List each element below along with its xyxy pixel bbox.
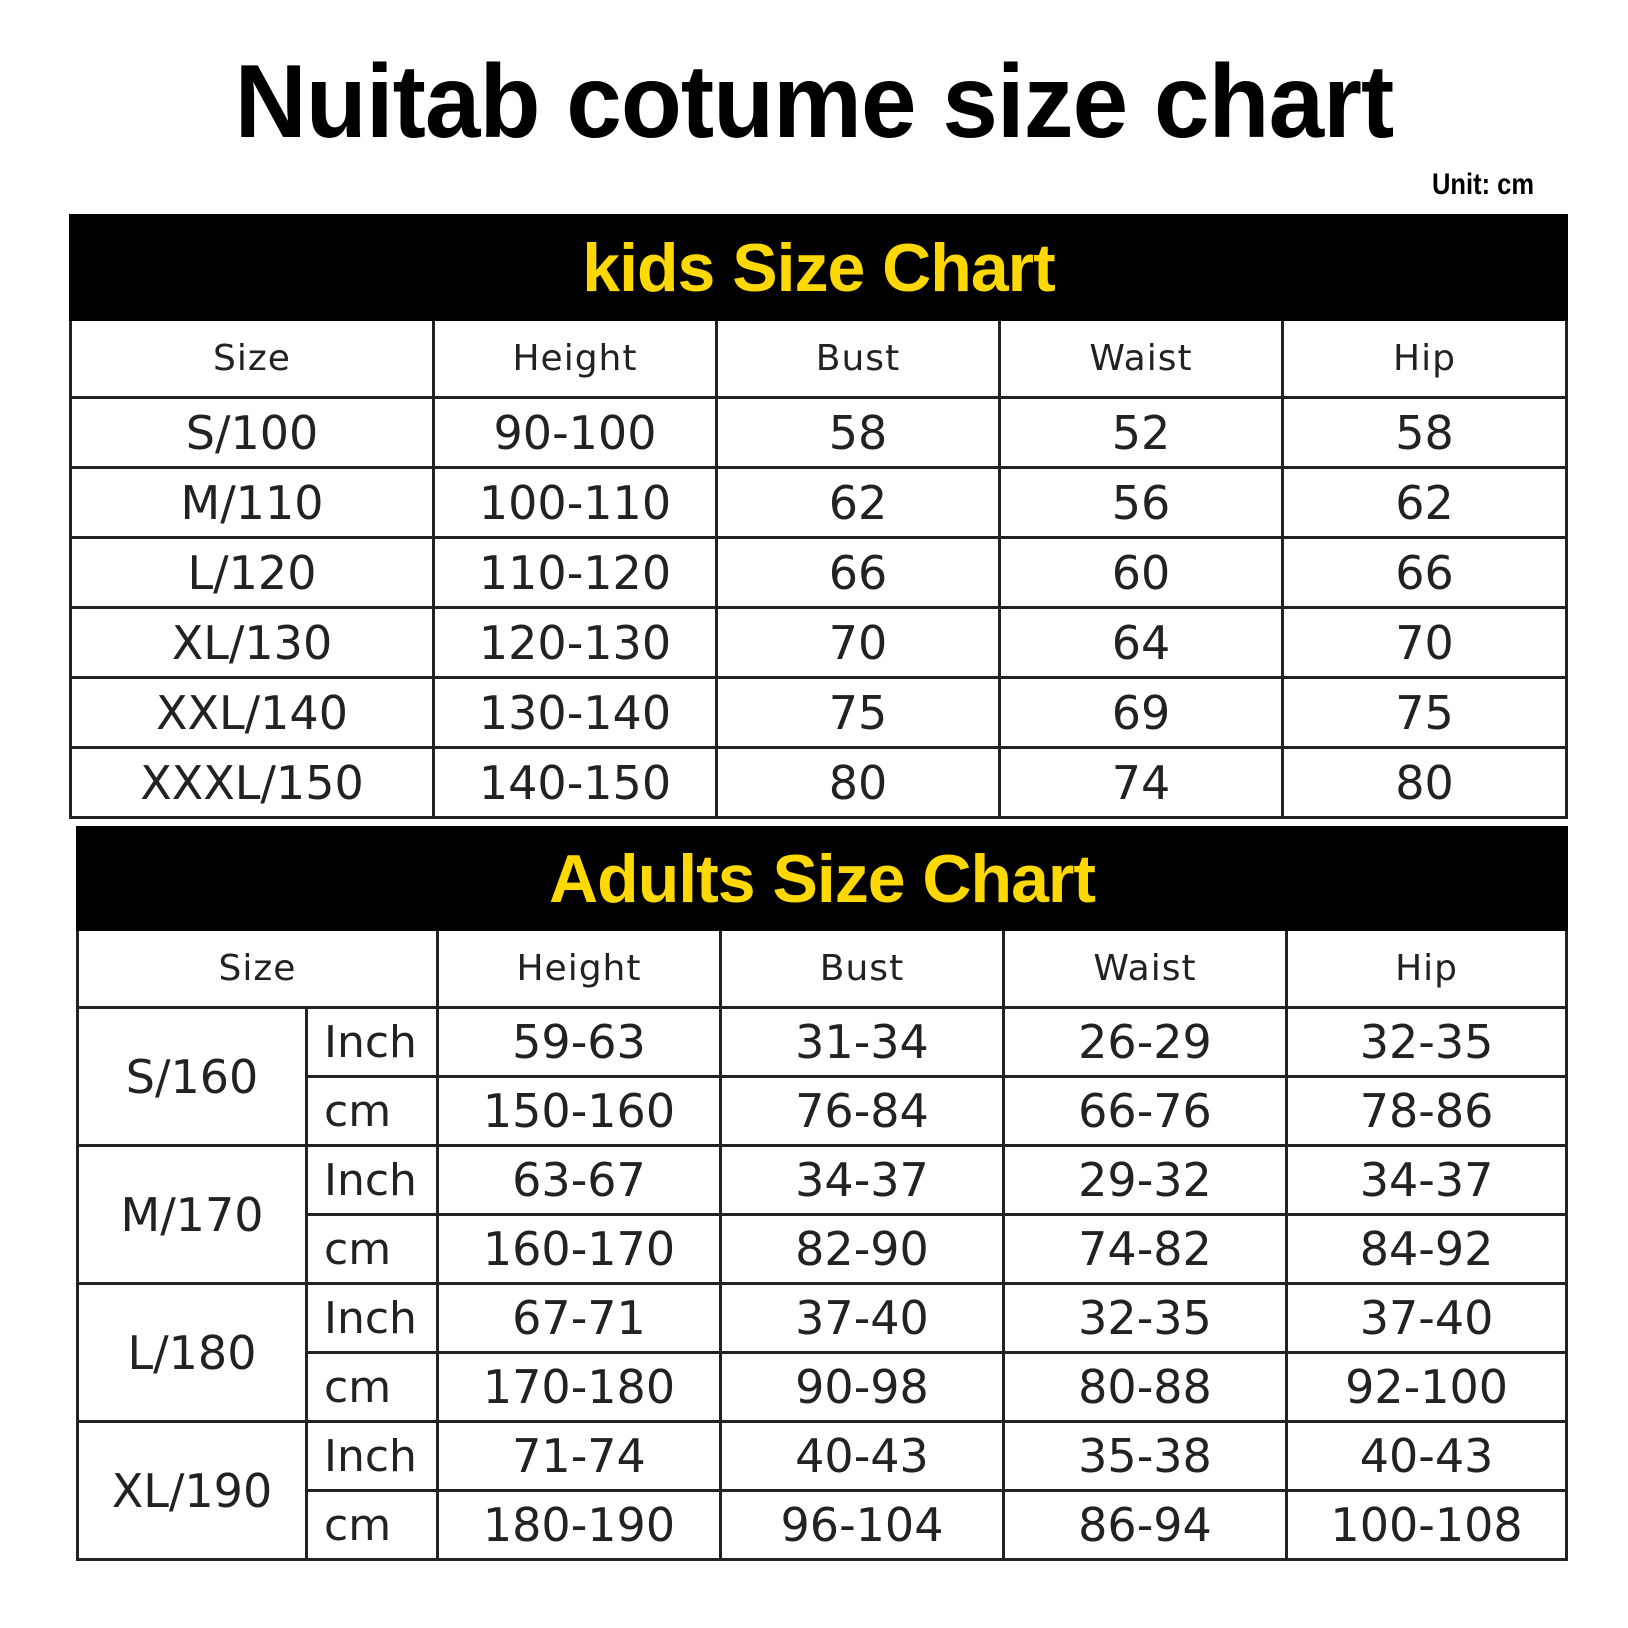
adults-hip-cell: 40-43 bbox=[1287, 1422, 1567, 1491]
adults-waist-cell: 35-38 bbox=[1004, 1422, 1287, 1491]
adults-bust-cell: 40-43 bbox=[721, 1422, 1004, 1491]
page-title: Nuitab cotume size chart bbox=[234, 44, 1394, 160]
adults-waist-cell: 86-94 bbox=[1004, 1491, 1287, 1560]
adults-waist-cell: 29-32 bbox=[1004, 1146, 1287, 1215]
adults-unit-cell: cm bbox=[307, 1491, 438, 1560]
adults-header-waist: Waist bbox=[1004, 930, 1287, 1008]
kids-height-cell: 90-100 bbox=[434, 398, 717, 468]
adults-unit-cell: cm bbox=[307, 1215, 438, 1284]
kids-size-cell: L/120 bbox=[71, 538, 434, 608]
adults-height-cell: 59-63 bbox=[438, 1008, 721, 1077]
kids-bust-cell: 62 bbox=[717, 468, 1000, 538]
table-row bbox=[71, 748, 1567, 818]
adults-bust-cell: 96-104 bbox=[721, 1491, 1004, 1560]
adults-height-cell: 180-190 bbox=[438, 1491, 721, 1560]
table-row bbox=[71, 398, 1567, 468]
adults-waist-cell: 80-88 bbox=[1004, 1353, 1287, 1422]
adults-hip-cell: 34-37 bbox=[1287, 1146, 1567, 1215]
adults-unit-cell: cm bbox=[307, 1077, 438, 1146]
unit-label: Unit: cm bbox=[1432, 168, 1534, 201]
table-row bbox=[71, 468, 1567, 538]
adults-header-size: Size bbox=[78, 930, 438, 1008]
table-row bbox=[78, 1146, 1567, 1215]
adults-height-cell: 170-180 bbox=[438, 1353, 721, 1422]
kids-size-cell: XL/130 bbox=[71, 608, 434, 678]
kids-waist-cell: 64 bbox=[1000, 608, 1283, 678]
adults-waist-cell: 32-35 bbox=[1004, 1284, 1287, 1353]
kids-size-cell: S/100 bbox=[71, 398, 434, 468]
adults-bust-cell: 34-37 bbox=[721, 1146, 1004, 1215]
adults-hip-cell: 84-92 bbox=[1287, 1215, 1567, 1284]
adults-hip-cell: 32-35 bbox=[1287, 1008, 1567, 1077]
adults-height-cell: 160-170 bbox=[438, 1215, 721, 1284]
kids-bust-cell: 75 bbox=[717, 678, 1000, 748]
adults-waist-cell: 74-82 bbox=[1004, 1215, 1287, 1284]
kids-size-cell: M/110 bbox=[71, 468, 434, 538]
adults-waist-cell: 26-29 bbox=[1004, 1008, 1287, 1077]
adults-height-cell: 63-67 bbox=[438, 1146, 721, 1215]
kids-hip-cell: 66 bbox=[1283, 538, 1567, 608]
kids-height-cell: 140-150 bbox=[434, 748, 717, 818]
adults-header-bust: Bust bbox=[721, 930, 1004, 1008]
adults-bust-cell: 76-84 bbox=[721, 1077, 1004, 1146]
adults-bust-cell: 82-90 bbox=[721, 1215, 1004, 1284]
adults-bust-cell: 90-98 bbox=[721, 1353, 1004, 1422]
table-row bbox=[78, 1284, 1567, 1353]
kids-height-cell: 100-110 bbox=[434, 468, 717, 538]
kids-waist-cell: 60 bbox=[1000, 538, 1283, 608]
adults-hip-cell: 37-40 bbox=[1287, 1284, 1567, 1353]
adults-unit-cell: Inch bbox=[307, 1422, 438, 1491]
kids-hip-cell: 70 bbox=[1283, 608, 1567, 678]
adults-height-cell: 150-160 bbox=[438, 1077, 721, 1146]
adults-waist-cell: 66-76 bbox=[1004, 1077, 1287, 1146]
adults-table-heading: Adults Size Chart bbox=[78, 828, 1567, 930]
kids-header-size: Size bbox=[71, 320, 434, 398]
kids-bust-cell: 66 bbox=[717, 538, 1000, 608]
kids-header-waist: Waist bbox=[1000, 320, 1283, 398]
adults-hip-cell: 78-86 bbox=[1287, 1077, 1567, 1146]
adults-hip-cell: 92-100 bbox=[1287, 1353, 1567, 1422]
kids-height-cell: 120-130 bbox=[434, 608, 717, 678]
adults-size-cell: S/160 bbox=[78, 1008, 307, 1146]
adults-unit-cell: cm bbox=[307, 1353, 438, 1422]
kids-height-cell: 110-120 bbox=[434, 538, 717, 608]
adults-size-cell: L/180 bbox=[78, 1284, 307, 1422]
adults-unit-cell: Inch bbox=[307, 1284, 438, 1353]
adults-height-cell: 67-71 bbox=[438, 1284, 721, 1353]
adults-size-cell: M/170 bbox=[78, 1146, 307, 1284]
table-row bbox=[71, 608, 1567, 678]
table-row bbox=[71, 538, 1567, 608]
kids-header-height: Height bbox=[434, 320, 717, 398]
kids-hip-cell: 80 bbox=[1283, 748, 1567, 818]
kids-waist-cell: 69 bbox=[1000, 678, 1283, 748]
kids-header-hip: Hip bbox=[1283, 320, 1567, 398]
kids-size-cell: XXXL/150 bbox=[71, 748, 434, 818]
adults-size-table bbox=[76, 826, 1568, 1561]
adults-bust-cell: 31-34 bbox=[721, 1008, 1004, 1077]
table-row bbox=[71, 678, 1567, 748]
adults-unit-cell: Inch bbox=[307, 1146, 438, 1215]
kids-bust-cell: 58 bbox=[717, 398, 1000, 468]
kids-waist-cell: 56 bbox=[1000, 468, 1283, 538]
adults-unit-cell: Inch bbox=[307, 1008, 438, 1077]
kids-waist-cell: 52 bbox=[1000, 398, 1283, 468]
kids-hip-cell: 62 bbox=[1283, 468, 1567, 538]
table-row bbox=[78, 1008, 1567, 1077]
adults-height-cell: 71-74 bbox=[438, 1422, 721, 1491]
kids-size-table bbox=[69, 214, 1568, 819]
kids-bust-cell: 80 bbox=[717, 748, 1000, 818]
table-row bbox=[78, 1422, 1567, 1491]
adults-hip-cell: 100-108 bbox=[1287, 1491, 1567, 1560]
adults-header-height: Height bbox=[438, 930, 721, 1008]
kids-waist-cell: 74 bbox=[1000, 748, 1283, 818]
adults-bust-cell: 37-40 bbox=[721, 1284, 1004, 1353]
adults-header-hip: Hip bbox=[1287, 930, 1567, 1008]
kids-size-cell: XXL/140 bbox=[71, 678, 434, 748]
kids-table-heading: kids Size Chart bbox=[71, 216, 1567, 320]
adults-size-cell: XL/190 bbox=[78, 1422, 307, 1560]
kids-bust-cell: 70 bbox=[717, 608, 1000, 678]
kids-header-bust: Bust bbox=[717, 320, 1000, 398]
kids-hip-cell: 75 bbox=[1283, 678, 1567, 748]
kids-hip-cell: 58 bbox=[1283, 398, 1567, 468]
kids-height-cell: 130-140 bbox=[434, 678, 717, 748]
